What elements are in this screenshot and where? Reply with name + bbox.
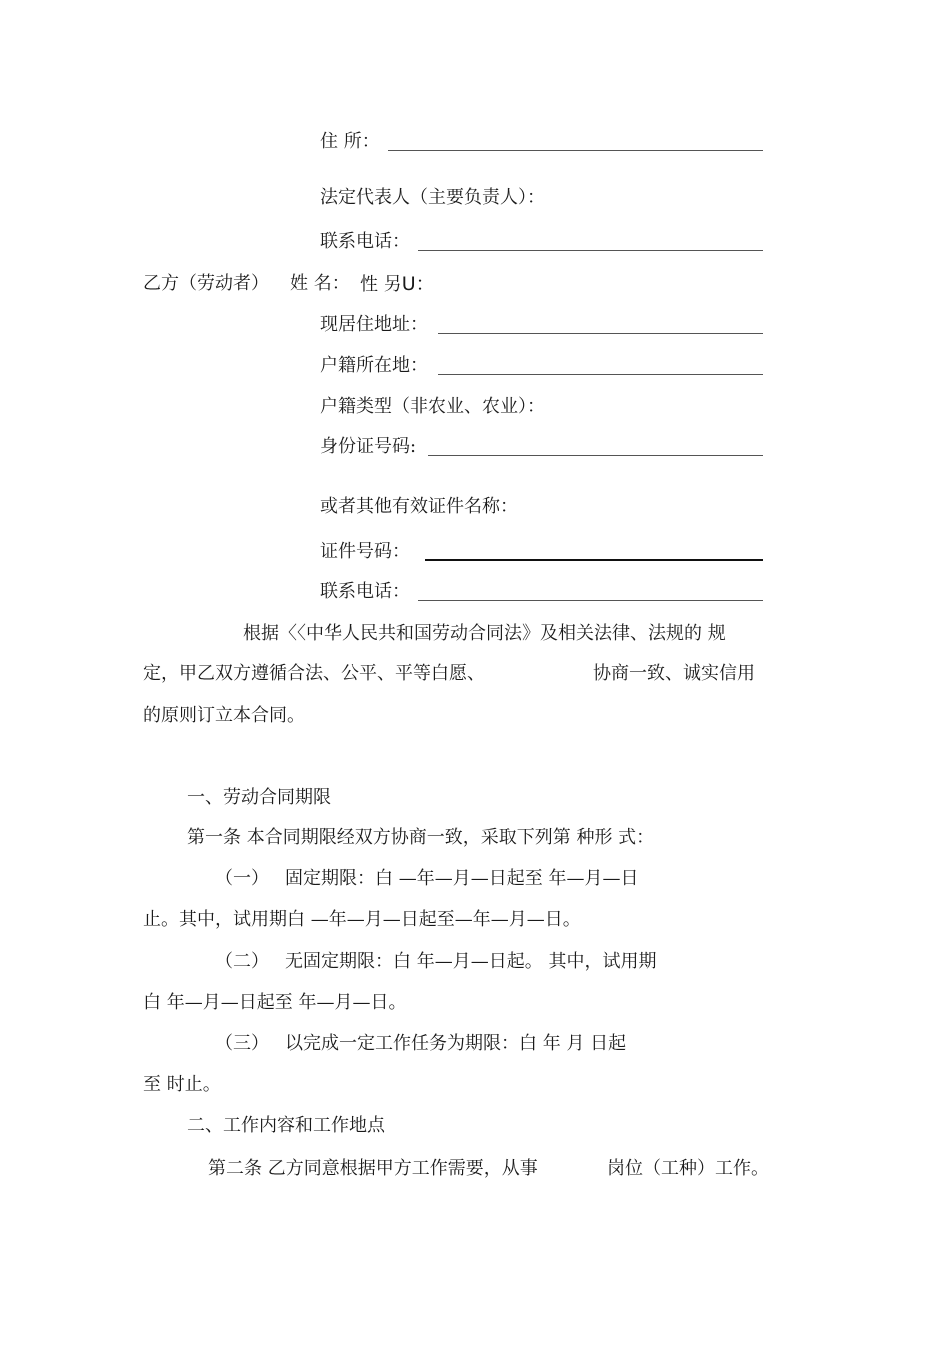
cert-number-blank[interactable] bbox=[425, 559, 763, 561]
current-address-label: 现居住地址： bbox=[320, 314, 428, 335]
article-1: 第一条 本合同期限经双方协商一致，采取下列第 种形 式： bbox=[187, 827, 655, 848]
item-3-text: 以完成一定工作任务为期限：白 年 月 日起 bbox=[285, 1033, 627, 1054]
preamble-line-1: 根据〈〈中华人民共和国劳动合同法》及相关法律、法规的 规 bbox=[243, 623, 726, 644]
hukou-location-label: 户籍所在地： bbox=[320, 355, 428, 376]
item-2-continued: 白 年—月—日起至 年—月—日。 bbox=[143, 992, 407, 1013]
id-number-label: 身份证号码: bbox=[320, 436, 417, 457]
cert-number-label: 证件号码： bbox=[320, 541, 410, 562]
other-id-label: 或者其他有效证件名称： bbox=[320, 496, 518, 517]
id-number-blank[interactable] bbox=[428, 455, 763, 456]
hukou-location-blank[interactable] bbox=[438, 374, 763, 375]
party-a-phone-label: 联系电话： bbox=[320, 231, 410, 252]
preamble-line-3: 的原则订立本合同。 bbox=[143, 705, 305, 726]
name-label: 姓 名： bbox=[290, 273, 350, 294]
item-1-text: 固定期限：白 —年—月—日起至 年—月—日 bbox=[285, 868, 639, 889]
party-b-phone-label: 联系电话： bbox=[320, 581, 410, 602]
address-label: 住 所： bbox=[320, 131, 380, 152]
hukou-type-label: 户籍类型（非农业、农业）： bbox=[320, 396, 545, 417]
gender-label-text: 性 另 bbox=[360, 274, 402, 295]
preamble-line-2b: 协商一致、诚实信用 bbox=[593, 663, 755, 684]
party-b-phone-blank[interactable] bbox=[418, 600, 763, 601]
item-1-continued: 止。其中，试用期白 —年—月—日起至—年—月—日。 bbox=[143, 909, 581, 930]
address-blank[interactable] bbox=[388, 150, 763, 151]
gender-label bbox=[360, 272, 435, 297]
legal-rep-label: 法定代表人（主要负责人）： bbox=[320, 187, 545, 208]
section-1-heading: 一、劳动合同期限 bbox=[187, 787, 331, 808]
preamble-line-2a: 定，甲乙双方遵循合法、公平、平等白愿、 bbox=[143, 663, 485, 684]
item-2-number: （二） bbox=[215, 951, 269, 972]
party-b-heading: 乙方（劳动者） bbox=[143, 273, 269, 294]
gender-label-suffix: U： bbox=[401, 273, 435, 295]
article-2b: 岗位（工种）工作。 bbox=[607, 1158, 769, 1179]
section-2-heading: 二、工作内容和工作地点 bbox=[187, 1115, 385, 1136]
item-3-continued: 至 时止。 bbox=[143, 1074, 221, 1095]
item-2-text: 无固定期限：白 年—月—日起。 其中，试用期 bbox=[285, 951, 657, 972]
current-address-blank[interactable] bbox=[438, 333, 763, 334]
item-3-number: （三） bbox=[215, 1033, 269, 1054]
article-2a: 第二条 乙方同意根据甲方工作需要，从事 bbox=[208, 1158, 538, 1179]
item-1-number: （一） bbox=[215, 868, 269, 889]
party-a-phone-blank[interactable] bbox=[418, 250, 763, 251]
